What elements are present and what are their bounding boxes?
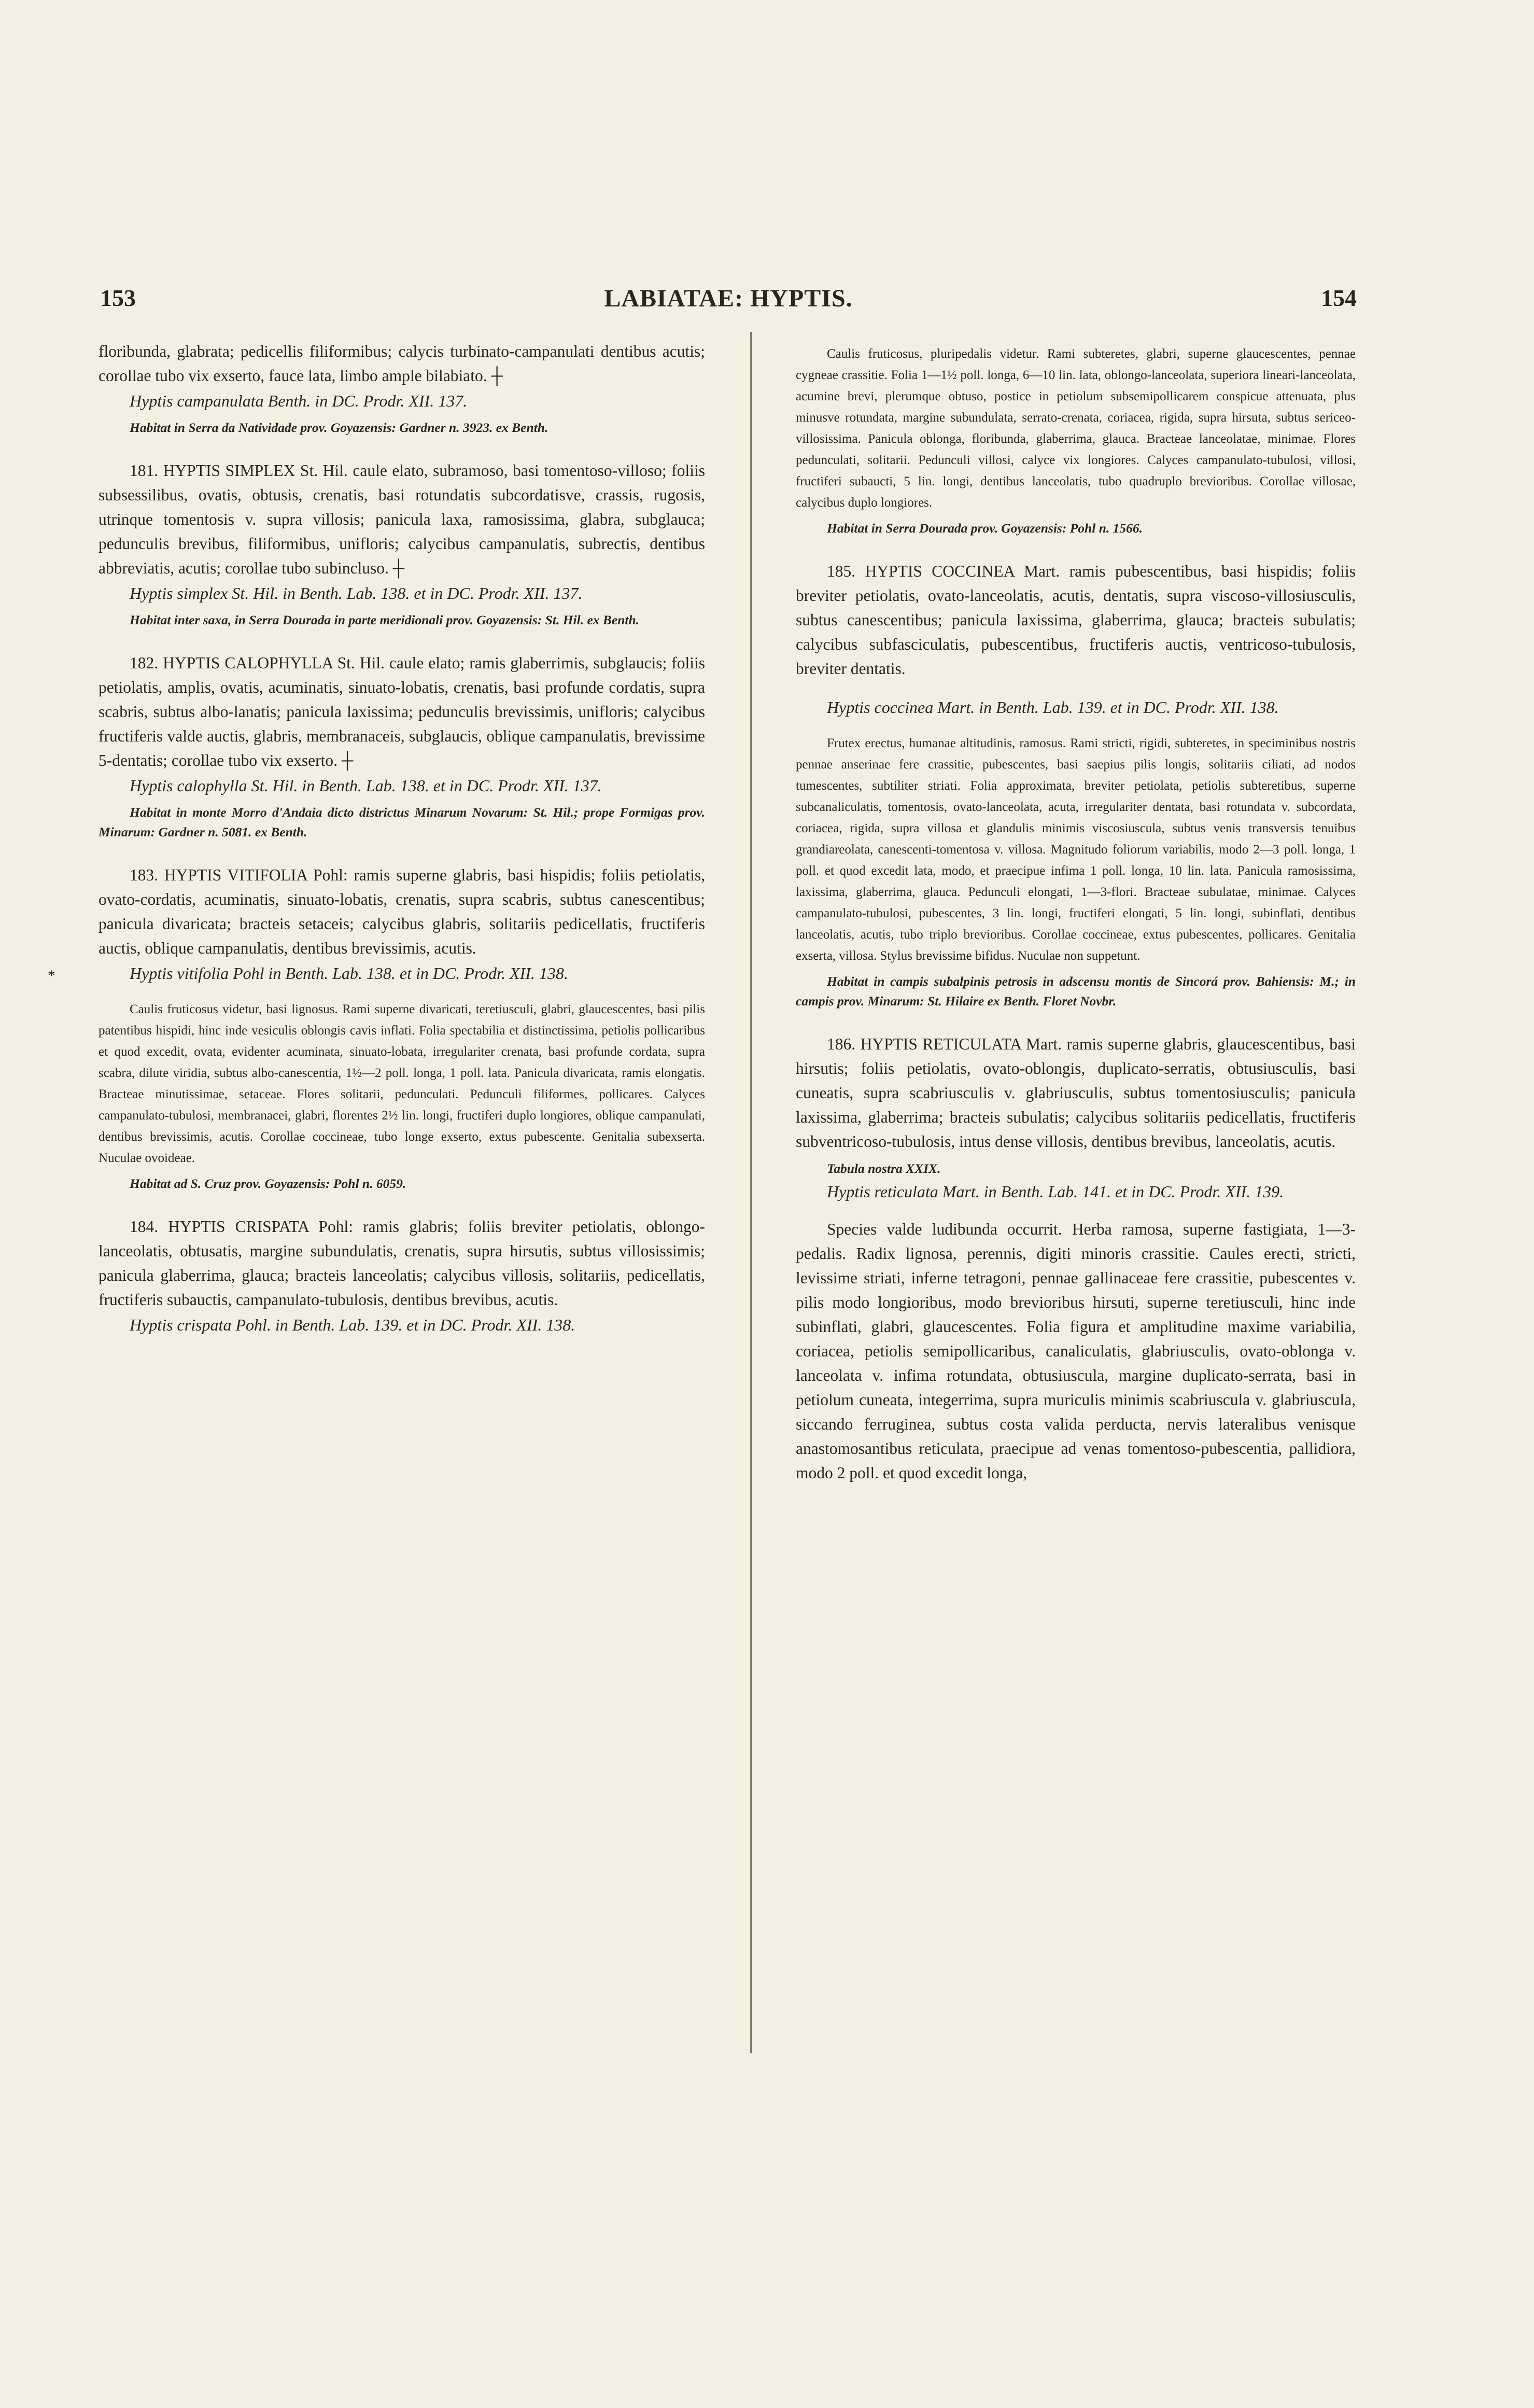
species-184-diagnosis: 184. HYPTIS CRISPATA Pohl: ramis glabris; foliis breviter petiolatis, oblongo-lanceolatis, obtusatis, margine subundulatis, crenatis, supra hirsutis, subtus villosissimis; panicula glaberrima, glauca; bracteis lanceolatis; calycibus villosis, solitariis, pedicellatis, fructiferis subauctis, campanulato-tubulosis, dentibus brevibus, acutis. — [98, 1217, 705, 1309]
species-183-description: Caulis fruticosus videtur, basi lignosus. Rami superne divaricati, teretiusculi, glabri, glaucescentes, basi pilis patentibus hispidi, hinc inde vesiculis oblongis cavis inflati. Folia spectabilia et distinctissima, petiolis pollicaribus et quod excedit, ovata, evidenter acuminata, sinuato-lobata, irregulariter crenata, basi profunde cordata, supra scabra, dilute viridia, subtus albo-canescentia, 1½—2 poll. longa, 1 poll. lata. Panicula divaricata, ramis elongatis. Bracteae minutissimae, setaceae. Flores solitarii, pedunculati. Pedunculi filiformes, pollicares. Calyces campanulato-tubulosi, membranacei, glabri, florentes 2½ lin. longi, fructiferi duplo longiores, oblique campanulati, dentibus brevissimis, acutis. Corollae coccineae, tubo longe exserto, extus pubescente. Genitalia subexserta. Nuculae ovoideae. — [98, 1002, 705, 1165]
species-180-habitat: Habitat in Serra da Natividade prov. Goyazensis: Gardner n. 3923. ex Benth. — [130, 420, 548, 435]
species-183-reference: Hyptis vitifolia Pohl in Benth. Lab. 138. et in DC. Prodr. XII. 138. — [130, 964, 568, 983]
species-182-diagnosis: 182. HYPTIS CALOPHYLLA St. Hil. caule elato; ramis glaberrimis, subglaucis; foliis petiolatis, amplis, ovatis, acuminatis, sinuato-lobatis, crenatis, basi profunde cordatis, supra scabris, subtus albo-lanatis; panicula laxissima; pedunculis brevissimis, unifloris; calycibus fructiferis valde auctis, glabris, membranaceis, subglaucis, oblique campanulatis, brevissime 5-dentatis; corollae tubo vix exserto. ┼ — [98, 654, 705, 769]
species-180-diagnosis-cont: floribunda, glabrata; pedicellis filiformibus; calycis turbinato-campanulati dentibus acutis; corollae tubo vix exserto, fauce lata, limbo ample bilabiato. ┼ — [98, 342, 705, 385]
left-column — [98, 339, 705, 1337]
running-title: LABIATAE: HYPTIS. — [604, 285, 853, 312]
species-182-habitat: Habitat in monte Morro d'Andaia dicto districtus Minarum Novarum: St. Hil.; prope Formigas prov. Minarum: Gardner n. 5081. ex Benth. — [98, 805, 705, 839]
page-header — [96, 284, 1361, 326]
species-185-description: Frutex erectus, humanae altitudinis, ramosus. Rami stricti, rigidi, subteretes, in speciminibus nostris pennae anserinae fere crassitie, pubescentes, basi saepius pilis longis, solitariis ciliati, ad nodos tumescentes, subtiliter striati. Folia approximata, breviter petiolata, petiolis subteretibus, superne subcanaliculatis, tomentosis, ovato-lanceolata, acuta, irregulariter dentata, basi rotundata v. subcordata, coriacea, rigida, supra villosa et glandulis minimis viscosiuscula, subtus venis transversis tenuibus grandiareolata, canescenti-tomentosa v. villosa. Magnitudo foliorum variabilis, modo 2—3 poll. longa, 1 poll. et quod excedit lata, modo, et praecipue infima 1 poll. longa, 10 lin. lata. Panicula ramosissima, laxissima, glaberrima, glauca. Pedunculi elongati, 1—3-flori. Bracteae subulatae, minimae. Calyces campanulato-tubulosi, pubescentes, 3 lin. longi, fructiferi elongati, 5 lin. longi, subinflati, dentibus lanceolatis, acutis, tubo triplo brevioribus. Corollae coccineae, extus pubescentes, pollicares. Genitalia exserta, villosa. Stylus brevissime bifidus. Nuculae non suppetunt. — [796, 736, 1356, 963]
margin-mark: * — [48, 967, 55, 984]
species-186-plate: Tabula nostra XXIX. — [827, 1161, 941, 1176]
species-181-habitat: Habitat inter saxa, in Serra Dourada in parte meridionali prov. Goyazensis: St. Hil. ex Benth. — [130, 612, 640, 627]
species-185-habitat: Habitat in campis subalpinis petrosis in adscensu montis de Sincorá prov. Bahiensis: M.; in campis prov. Minarum: St. Hilaire ex Benth. Floret Novbr. — [796, 974, 1356, 1009]
species-184-reference: Hyptis crispata Pohl. in Benth. Lab. 139. et in DC. Prodr. XII. 138. — [130, 1315, 575, 1334]
species-186-description: Species valde ludibunda occurrit. Herba ramosa, superne fastigiata, 1—3-pedalis. Radix lignosa, perennis, digiti minoris crassitie. Caules erecti, stricti, levissime striati, inferne tetragoni, pennae gallinaceae fere crassitie, pubescentes v. pilis modo longioribus, modo brevioribus hirsuti, superne teretiusculi, hinc inde subinflati, glabri, glaucescentes. Folia figura et amplitudine maxime variabilia, coriacea, petiolis semipollicaribus, canaliculatis, glabriusculis, ovato-oblonga v. lanceolata v. infima rotundata, obtusiuscula, margine duplicato-serrata, basi in petiolum cuneata, integerrima, supra muriculis minimis scabriuscula v. glabriuscula, siccando ferruginea, subtus costa valida perducta, nervis lateralibus venisque anastomosantibus reticulata, praecipue ad venas tomentoso-pubescentia, pallidiora, modo 2 poll. et quod excedit longa, — [796, 1220, 1356, 1482]
species-181-reference: Hyptis simplex St. Hil. in Benth. Lab. 138. et in DC. Prodr. XII. 137. — [130, 584, 583, 603]
species-182-reference: Hyptis calophylla St. Hil. in Benth. Lab. 138. et in DC. Prodr. XII. 137. — [130, 776, 602, 795]
right-column — [796, 343, 1356, 1485]
species-181-diagnosis: 181. HYPTIS SIMPLEX St. Hil. caule elato, subramoso, basi tomentoso-villoso; foliis subsessilibus, ovatis, obtusis, crenatis, basi rotundatis subcordatisve, crassis, rugosis, utrinque tomentosis v. supra villosis; panicula laxa, ramosissima, glabra, subglauca; pedunculis brevibus, filiformibus, unifloris; calycibus campanulatis, subrectis, dentibus abbreviatis, acutis; corollae tubo subincluso. ┼ — [98, 461, 705, 577]
species-186-diagnosis: 186. HYPTIS RETICULATA Mart. ramis superne glabris, glaucescentibus, basi hirsutis; foliis petiolatis, ovato-oblongis, duplicato-serratis, obtusiusculis, basi cuneatis, supra scabriusculis v. glabriusculis, subtus tomentosiusculis; panicula laxissima, glaberrima; bracteis subulatis; calycibus solitariis pedicellatis, fructiferis subventricoso-tubulosis, intus dense villosis, dentibus brevibus, lanceolatis, acutis. — [796, 1035, 1356, 1151]
species-180-reference: Hyptis campanulata Benth. in DC. Prodr. XII. 137. — [130, 391, 468, 410]
species-183-diagnosis: 183. HYPTIS VITIFOLIA Pohl: ramis superne glabris, basi hispidis; foliis petiolatis, ovato-cordatis, acuminatis, sinuato-lobatis, crenatis, supra scabris, subtus canescentibus; panicula divaricata; bracteis setaceis; calycibus glabris, solitariis pedicellatis, fructiferis auctis, oblique campanulatis, dentibus brevissimis, acutis. — [98, 866, 705, 957]
species-186-reference: Hyptis reticulata Mart. in Benth. Lab. 141. et in DC. Prodr. XII. 139. — [827, 1182, 1284, 1201]
species-184-description: Caulis fruticosus, pluripedalis videtur. Rami subteretes, glabri, superne glaucescentes, pennae cygneae crassitie. Folia 1—1½ poll. longa, 6—10 lin. lata, oblongo-lanceolata, superiora lineari-lanceolata, acumine brevi, plerumque obtuso, postice in petiolum subsemipollicarem conspicue attenuata, plus minusve rotundata, margine subundulata, serrato-crenata, coriacea, rigida, supra hirsuta, subtus sericeo-villosissima. Panicula oblonga, floribunda, glaberrima, glauca. Bracteae lanceolatae, minimae. Flores pedunculati, solitarii. Pedunculi villosi, calyce vix longiores. Calyces campanulato-tubulosi, villosi, fructiferi subaucti, 5 lin. longi, dentibus lanceolatis, tubo quadruplo brevioribus. Corollae villosae, calycibus duplo longiores. — [796, 347, 1356, 510]
species-183-habitat: Habitat ad S. Cruz prov. Goyazensis: Pohl n. 6059. — [130, 1176, 406, 1191]
species-184-habitat: Habitat in Serra Dourada prov. Goyazensis: Pohl n. 1566. — [827, 521, 1143, 536]
column-divider — [750, 332, 752, 2053]
species-185-reference: Hyptis coccinea Mart. in Benth. Lab. 139. et in DC. Prodr. XII. 138. — [827, 698, 1279, 717]
page-number-left: 153 — [100, 285, 136, 311]
page-number-right: 154 — [1321, 285, 1357, 311]
species-185-diagnosis: 185. HYPTIS COCCINEA Mart. ramis pubescentibus, basi hispidis; foliis breviter petiolatis, ovato-lanceolatis, acutis, dentatis, supra viscoso-villosiusculis, subtus canescentibus; panicula laxissima, glaberrima, glauca; bracteis subulatis; calycibus subfasciculatis, pubescentibus, fructiferis auctis, ventricoso-tubulosis, breviter dentatis. — [796, 562, 1356, 678]
